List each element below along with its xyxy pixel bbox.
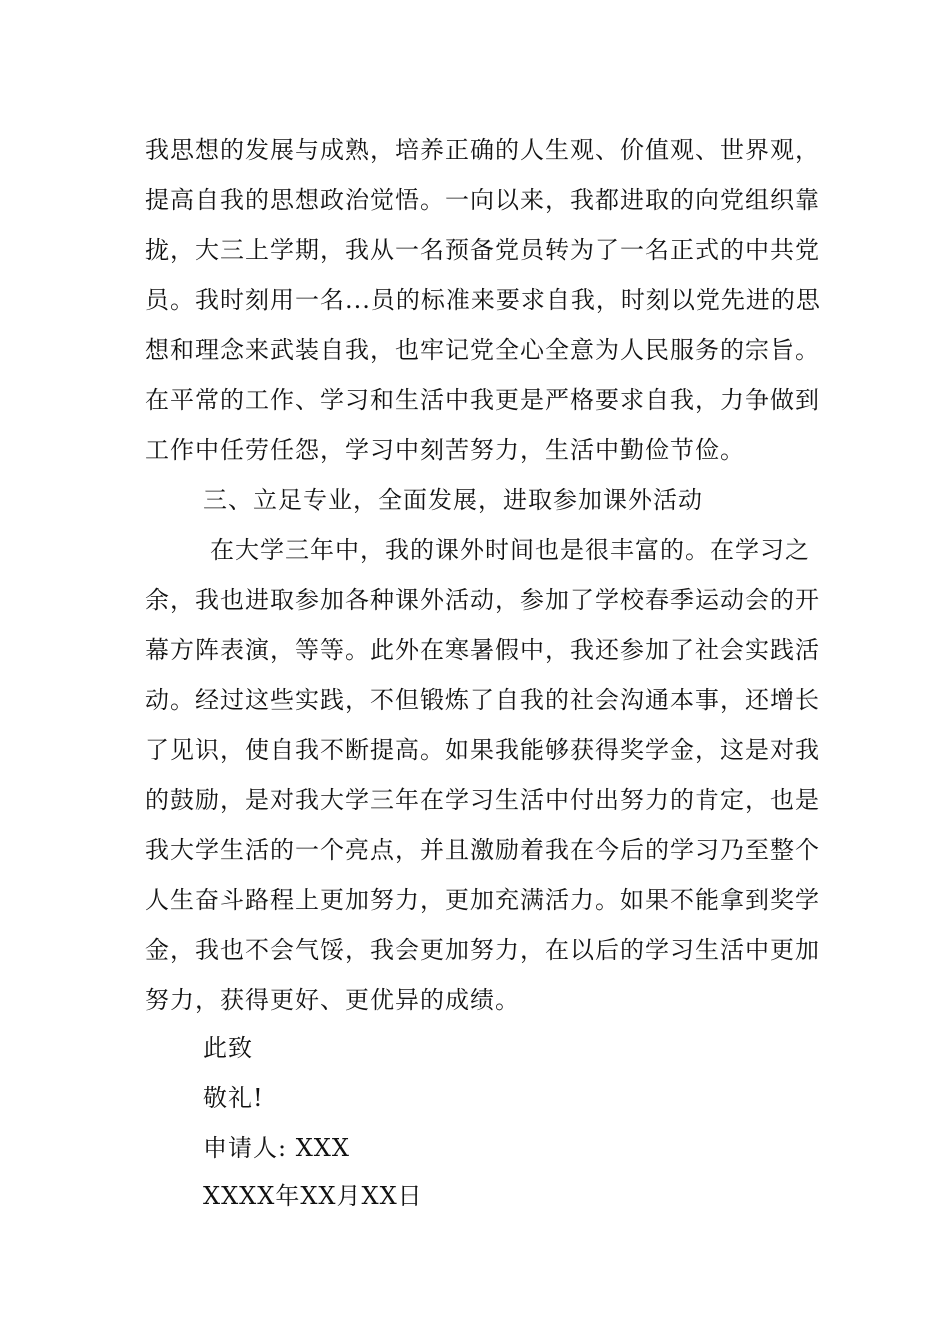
- paragraph-2-line-9: 金，我也不会气馁，我会更加努力，在以后的学习生活中更加: [145, 936, 820, 964]
- paragraph-1-line-3: 拢，大三上学期，我从一名预备党员转为了一名正式的中共党: [145, 236, 820, 264]
- section-3-heading: 三、立足专业，全面发展，进取参加课外活动: [203, 486, 703, 514]
- paragraph-2-line-6: 的鼓励，是对我大学三年在学习生活中付出努力的肯定，也是: [145, 786, 820, 814]
- paragraph-1-line-2: 提高自我的思想政治觉悟。一向以来，我都进取的向党组织靠: [145, 186, 820, 214]
- closing-regards: 敬礼!: [203, 1084, 264, 1112]
- paragraph-2-line-2: 余，我也进取参加各种课外活动，参加了学校春季运动会的开: [145, 586, 820, 614]
- paragraph-2-line-1: 在大学三年中，我的课外时间也是很丰富的。在学习之: [210, 536, 810, 564]
- paragraph-2-line-5: 了见识，使自我不断提高。如果我能够获得奖学金，这是对我: [145, 736, 820, 764]
- paragraph-1-line-6: 在平常的工作、学习和生活中我更是严格要求自我，力争做到: [145, 386, 820, 414]
- paragraph-2-line-10: 努力，获得更好、更优异的成绩。: [145, 986, 520, 1014]
- paragraph-2-line-4: 动。经过这些实践，不但锻炼了自我的社会沟通本事，还增长: [145, 686, 820, 714]
- application-date: XXXX年XX月XX日: [203, 1182, 423, 1210]
- closing-salutation: 此致: [203, 1034, 253, 1062]
- paragraph-1-line-5: 想和理念来武装自我，也牢记党全心全意为人民服务的宗旨。: [145, 336, 820, 364]
- paragraph-1-line-7: 工作中任劳任怨，学习中刻苦努力，生活中勤俭节俭。: [145, 436, 745, 464]
- paragraph-1-line-1: 我思想的发展与成熟，培养正确的人生观、价值观、世界观，: [145, 136, 820, 164]
- paragraph-2-line-3: 幕方阵表演，等等。此外在寒暑假中，我还参加了社会实践活: [145, 636, 820, 664]
- paragraph-2-line-8: 人生奋斗路程上更加努力，更加充满活力。如果不能拿到奖学: [145, 886, 820, 914]
- paragraph-2-line-7: 我大学生活的一个亮点，并且激励着我在今后的学习乃至整个: [145, 836, 820, 864]
- paragraph-1-line-4: 员。我时刻用一名...员的标准来要求自我，时刻以党先进的思: [145, 286, 821, 314]
- applicant-signature: 申请人: XXX: [203, 1134, 350, 1162]
